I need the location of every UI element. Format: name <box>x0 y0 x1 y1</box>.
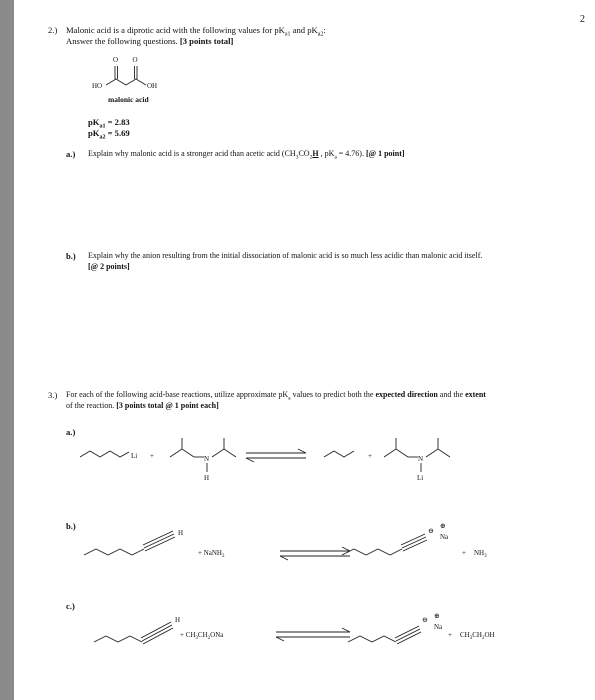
nh3-label <box>474 549 487 559</box>
q2a-co: CO <box>298 149 310 158</box>
page-left-edge <box>0 0 14 700</box>
q2a-pka: , pK <box>318 149 335 158</box>
q2a-text <box>88 150 405 161</box>
eq-arrow-top-head-b <box>342 547 350 551</box>
ethoxide-text3: ONa <box>210 631 224 639</box>
acetylide-c-bond1 <box>396 629 420 641</box>
plus-a2: + <box>368 452 372 460</box>
alkyne-c-bond2 <box>143 628 173 644</box>
eq-arrow-top-head-c <box>342 628 350 632</box>
h-label-b: H <box>178 529 184 537</box>
q2-line1-text: Malonic acid is a diprotic acid with the following values for pK <box>66 25 285 35</box>
q2a-sub3: 3 <box>295 154 299 161</box>
alkyne-c-bond1 <box>142 625 172 641</box>
q3-points: [3 points total @ 1 point each] <box>116 401 219 410</box>
q2a-pka-sub: a <box>334 154 337 161</box>
plus-c2: + <box>448 631 452 639</box>
q2b-label: b.) <box>66 251 76 261</box>
q2a-pka-val: = 4.76). <box>336 149 364 158</box>
q2-number: 2.) <box>48 25 58 35</box>
q3-number: 3.) <box>48 390 58 400</box>
plus-nanh2 <box>198 549 225 559</box>
ho-label: HO <box>92 82 103 90</box>
q3c-label: c.) <box>66 601 75 611</box>
butyllithium-chain <box>80 451 129 457</box>
reaction-a <box>70 425 490 485</box>
alkyne-b-bond1 <box>144 534 174 548</box>
q2-line1-end: : <box>323 25 326 35</box>
n-label-2: N <box>418 455 424 463</box>
lda-left-arm <box>170 449 194 457</box>
li-label-1: Li <box>131 452 138 460</box>
q2a-sub2: 2 <box>309 154 313 161</box>
q3-line1-pre: For each of the following acid-base reactions, utilize approximate pK <box>66 390 289 399</box>
alkyne-c-chain <box>94 636 142 642</box>
n-label-1: N <box>204 455 210 463</box>
nanh2-text: + NaNH <box>198 549 222 557</box>
q2-points: [3 points total] <box>179 36 234 46</box>
acetylide-c-bond2 <box>397 632 421 644</box>
na-label-c: Na <box>434 623 443 631</box>
page-number: 2 <box>580 14 585 25</box>
eq-arrow-bottom-head-a <box>246 458 254 462</box>
q3-line2 <box>66 402 219 410</box>
plus-a1: + <box>150 452 154 460</box>
ethanol-sub2: 2 <box>481 636 485 641</box>
pka1-label: pK <box>88 117 100 127</box>
reaction-b <box>70 515 550 565</box>
minus-charge-b: ⊖ <box>428 527 434 535</box>
nh3-sub: 3 <box>484 554 487 559</box>
ethanol-label <box>460 631 495 641</box>
pka2-sub: a2 <box>99 134 106 141</box>
h-label-1: H <box>204 474 210 482</box>
eq-arrow-bottom-head-c <box>276 637 284 641</box>
lilda-left-arm <box>384 449 408 457</box>
q2-instructions: Answer the following questions. <box>66 36 178 46</box>
ethoxide-sub2: 2 <box>207 636 211 641</box>
nh3-text: NH <box>474 549 485 557</box>
plus-charge-b: ⊕ <box>440 522 446 530</box>
oxygen-label-2: O <box>132 56 138 64</box>
q2-line1-and: and pK <box>290 25 318 35</box>
q3-line2-text: of the reaction. <box>66 401 115 410</box>
malonic-acid-name: malonic acid <box>108 95 149 104</box>
ethoxide-sub1: 3 <box>195 636 198 641</box>
pka1-sub: a1 <box>99 123 106 130</box>
ethanol-text2: CH <box>472 631 482 639</box>
q2-line1-sub2: a2 <box>317 31 324 38</box>
q2b-points: [@ 2 points] <box>88 262 130 271</box>
oh-label: OH <box>147 82 158 90</box>
pka2-label: pK <box>88 128 100 138</box>
alkyne-c-bond3 <box>141 622 171 638</box>
q2-line2 <box>66 37 233 46</box>
plus-charge-c: ⊕ <box>434 612 440 620</box>
butane-chain <box>324 451 354 457</box>
ethoxide-text1: + CH <box>180 631 196 639</box>
nanh2-sub: 2 <box>221 554 225 559</box>
alkyne-b-chain <box>84 549 144 555</box>
q3-line1-mid: values to predict both the <box>290 390 376 399</box>
q2-line1-sub1: a1 <box>284 31 291 38</box>
pka1-value: = 2.83 <box>105 117 130 127</box>
q3-bold-extent: extent <box>465 390 486 399</box>
minus-charge-c: ⊖ <box>422 616 428 624</box>
pka2-line <box>88 129 130 141</box>
h-label-c: H <box>175 616 181 624</box>
eq-arrow-top-head-a <box>298 449 306 453</box>
pka2-value: = 5.69 <box>105 128 130 138</box>
q2a-text-main: Explain why malonic acid is a stronger acid than acetic acid (CH <box>88 149 296 158</box>
acetylide-b-chain <box>342 549 402 555</box>
ethoxide-label <box>180 631 224 641</box>
q2b-text: Explain why the anion resulting from the initial dissociation of malonic acid is so much less acidic than malonic acid itself. <box>88 251 483 260</box>
lda-right-arm <box>212 449 236 457</box>
ethanol-sub1: 3 <box>469 636 473 641</box>
lilda-right-arm <box>426 449 450 457</box>
acetylide-c-bond3 <box>395 626 419 638</box>
alkyne-b-bond2 <box>145 537 175 551</box>
ethoxide-text2: CH <box>197 631 208 639</box>
q2a-h: H <box>312 149 319 158</box>
li-label-2: Li <box>417 474 424 482</box>
malonic-backbone <box>106 79 146 85</box>
malonic-acid-structure <box>88 52 198 94</box>
reaction-c <box>70 610 550 660</box>
q3-line1-and: and the <box>437 390 466 399</box>
acetylide-c-chain <box>348 636 396 642</box>
na-label-b: Na <box>440 533 449 541</box>
q2a-points: [@ 1 point] <box>365 149 405 158</box>
q3a-label: a.) <box>66 427 76 437</box>
plus-b2: + <box>462 549 466 557</box>
oxygen-label-1: O <box>113 56 119 64</box>
q2a-label: a.) <box>66 149 76 159</box>
q3-bold-direction: expected direction <box>375 390 438 399</box>
q3-line1-sub: a <box>288 395 291 402</box>
q3b-label: b.) <box>66 521 76 531</box>
ethanol-text1: CH <box>460 631 470 639</box>
ethanol-text3: OH <box>484 631 495 639</box>
eq-arrow-bottom-head-b <box>280 556 288 560</box>
alkyne-b-bond3 <box>143 531 173 545</box>
